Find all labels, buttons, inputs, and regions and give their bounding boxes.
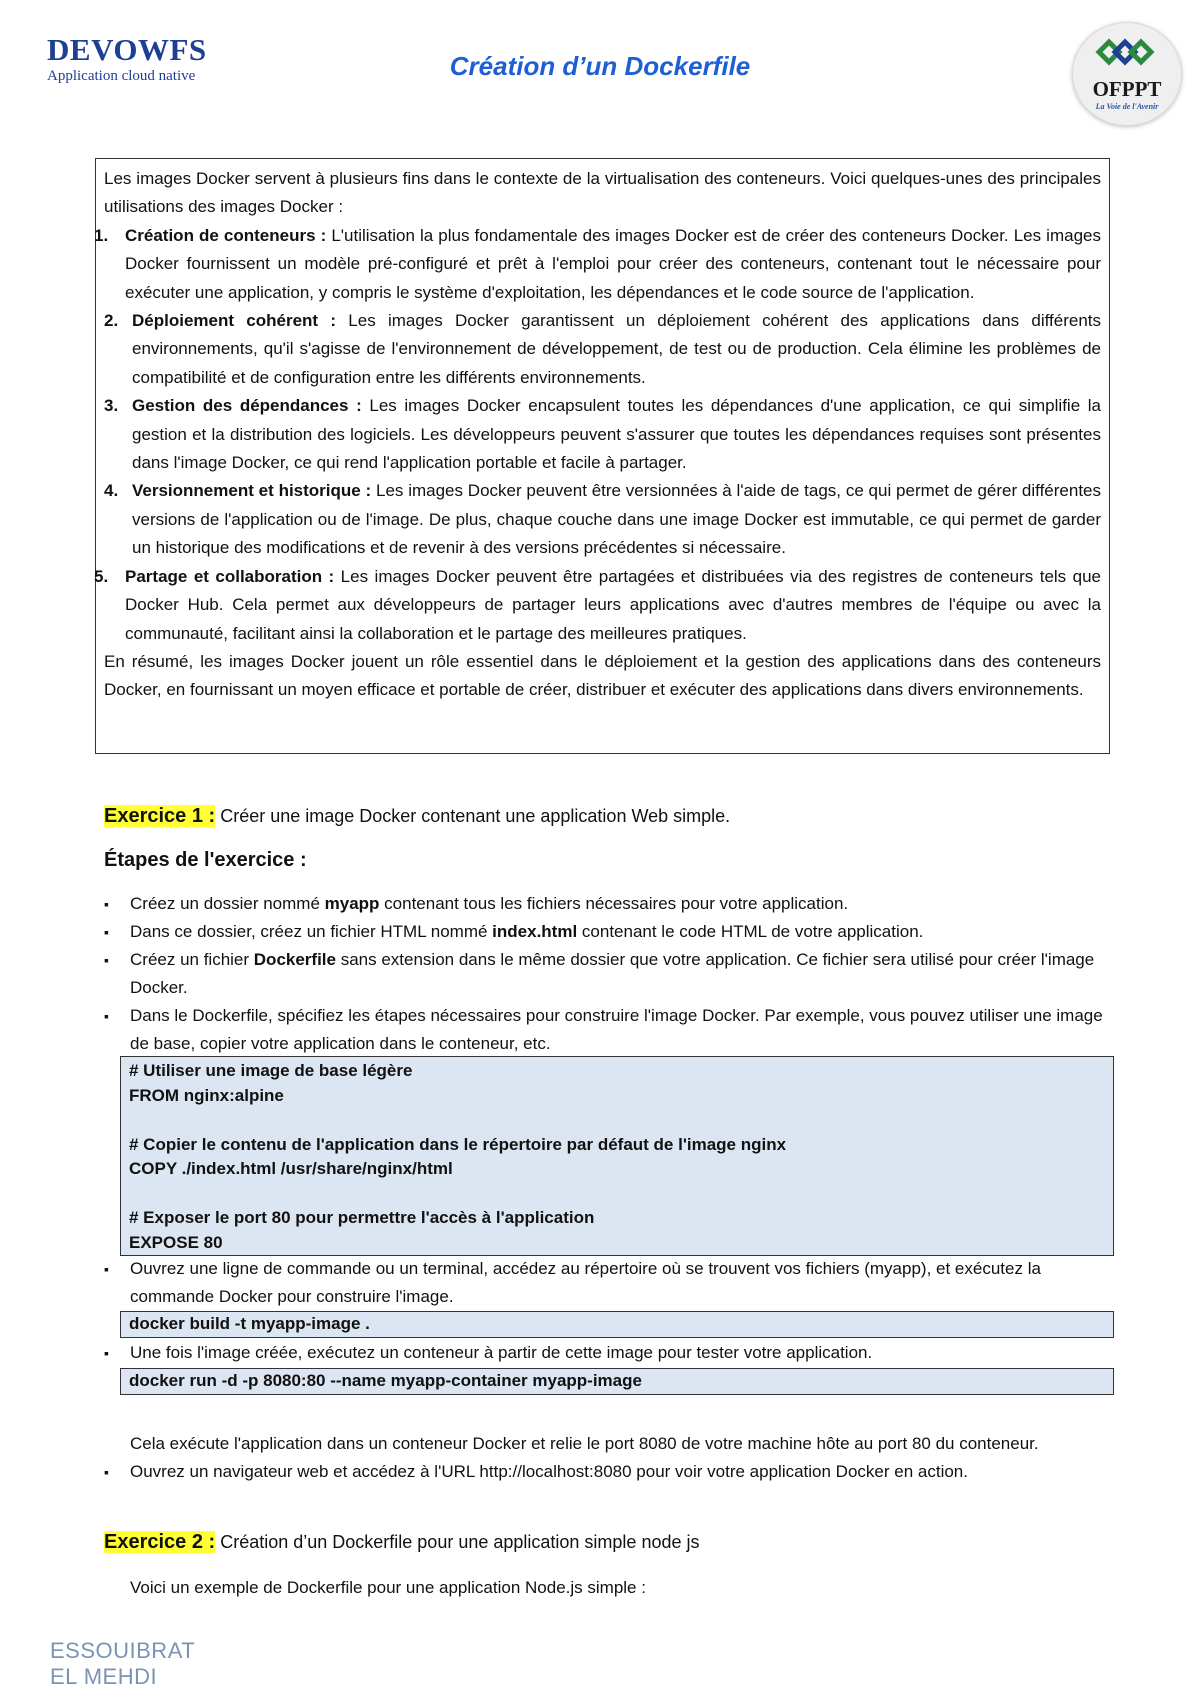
step-bold: index.html xyxy=(492,922,578,941)
code-line: EXPOSE 80 xyxy=(129,1232,223,1252)
item-text: Les images Docker garantissent un déploiement cohérent des applications dans différents environnements, qu'il s'agisse de l'environnement de développement, de test ou de production. Cela élimine les problèmes de compatibilité et de configuration entre les différents environnements. xyxy=(132,311,1102,387)
list-item: ▪ Une fois l'image créée, exécutez un conteneur à partir de cette image pour tester votre application. xyxy=(104,1339,1114,1367)
exercise-1-heading xyxy=(104,805,730,828)
steps-title: Étapes de l'exercice : xyxy=(104,849,307,871)
code-line: docker build -t myapp-image . xyxy=(129,1314,370,1333)
list-item xyxy=(104,307,1101,392)
list-item xyxy=(104,477,1101,562)
build-command-block xyxy=(120,1311,1114,1338)
brand-subtitle: Application cloud native xyxy=(47,68,196,84)
ofppt-logo xyxy=(1072,22,1182,126)
list-item xyxy=(104,918,1114,946)
brand-name: DEVOWFS xyxy=(47,32,207,67)
steps-list-4 xyxy=(104,1458,1114,1486)
item-number: 3. xyxy=(104,396,119,416)
list-item xyxy=(94,222,1101,307)
exercise-2-intro: Voici un exemple de Dockerfile pour une application Node.js simple : xyxy=(130,1578,646,1597)
item-number: 4. xyxy=(104,481,119,501)
step-text: Créez un dossier nommé xyxy=(130,894,325,913)
exercise-1-label: Exercice 1 : xyxy=(104,805,216,827)
list-item xyxy=(94,563,1101,648)
code-line: FROM nginx:alpine xyxy=(129,1085,284,1105)
list-item: ▪ Ouvrez un navigateur web et accédez à l'URL http://localhost:8080 pour voir votre application Docker en action. xyxy=(104,1458,1114,1486)
author-line: EL MEHDI xyxy=(50,1664,158,1689)
list-item: ▪ Dans le Dockerfile, spécifiez les étapes nécessaires pour construire l'image Docker. Par exemple, vous pouvez utiliser une image de base, copier votre application dans le conteneur, etc. xyxy=(104,1002,1114,1058)
list-item: ▪ Ouvrez une ligne de commande ou un terminal, accédez au répertoire où se trouvent vos fichiers (myapp), et exécutez la commande Docker pour construire l'image. xyxy=(104,1255,1114,1311)
intro-opening: Les images Docker servent à plusieurs fins dans le contexte de la virtualisation des conteneurs. Voici quelques-unes des principales utilisations des images Docker : xyxy=(104,169,1101,217)
logo-tagline: La Voie de l'Avenir xyxy=(1095,102,1159,111)
item-text: Les images Docker encapsulent toutes les dépendances d'une application, ce qui simplifie la gestion et la distribution des logiciels. Les développeurs peuvent s'assurer que toutes les dépendances requises sont présentes dans l'image Docker, ce qui rend l'application portable et facile à partager. xyxy=(132,396,1101,473)
exercise-2-label: Exercice 2 : xyxy=(104,1531,216,1553)
step-text: contenant tous les fichiers nécessaires pour votre application. xyxy=(379,894,849,913)
code-line: # Utiliser une image de base légère xyxy=(129,1061,413,1080)
item-body xyxy=(124,307,1101,392)
step-text: Créez un fichier xyxy=(130,950,254,969)
ofppt-emblem-icon xyxy=(1095,31,1159,73)
intro-box xyxy=(95,158,1110,754)
code-line: # Copier le contenu de l'application dans le répertoire par défaut de l'image nginx xyxy=(129,1134,787,1154)
exercise-2-text: Création d’un Dockerfile pour une application simple node js xyxy=(215,1532,700,1552)
item-text: Les images Docker peuvent être partagées et distribuées via des registres de conteneurs tels que Docker Hub. Cela permet aux développeurs de partager leurs applications avec d'autres membres de l'équipe ou avec la communauté, facilitant ainsi la collaboration et le partage des meilleures pratiques. xyxy=(125,566,1101,643)
code-line: # Exposer le port 80 pour permettre l'accès à l'application xyxy=(129,1208,595,1227)
step-text: sans extension dans le même dossier que votre application. Ce fichier sera utilisé pour créer l'image Docker. xyxy=(130,950,1095,997)
list-item xyxy=(104,890,1114,918)
item-text: L'utilisation la plus fondamentale des images Docker est de créer des conteneurs Docker. Les images Docker fournissent un modèle pré-configuré et prêt à l'emploi pour créer des conteneurs, contenant tout le nécessaire pour exécuter une application, y compris le système d'exploitation, les dépendances et le code source de l'application. xyxy=(125,225,1101,302)
logo-name: OFPPT xyxy=(1092,77,1162,101)
step-text: Dans ce dossier, créez un fichier HTML nommé xyxy=(130,922,493,941)
item-number: 1. xyxy=(94,225,109,245)
list-item xyxy=(104,946,1114,1002)
step-bold: myapp xyxy=(324,894,380,913)
item-body xyxy=(124,392,1101,477)
item-title: Gestion des dépendances : xyxy=(132,396,362,416)
steps-list-3 xyxy=(104,1339,1114,1367)
step-text: contenant le code HTML de votre application. xyxy=(577,922,924,941)
item-title: Création de conteneurs : xyxy=(125,225,327,245)
author-line: ESSOUIBRAT xyxy=(50,1638,196,1663)
item-number: 2. xyxy=(104,311,119,331)
steps-list-2 xyxy=(104,1255,1114,1311)
item-text: Les images Docker peuvent être versionnées à l'aide de tags, ce qui permet de gérer différentes versions de l'application ou de l'image. De plus, chaque couche dans une image Docker est immutable, ce qui permet de garder un historique des modifications et de revenir à des versions précédentes si nécessaire. xyxy=(132,481,1101,558)
item-body xyxy=(124,477,1101,562)
uses-list xyxy=(94,222,1102,648)
page-title: Création d’un Dockerfile xyxy=(449,51,751,81)
step-bold: Dockerfile xyxy=(253,950,336,969)
author-signature xyxy=(50,1638,195,1690)
run-command-block xyxy=(120,1368,1114,1395)
item-title: Versionnement et historique : xyxy=(132,481,372,501)
run-note: Cela exécute l'application dans un conteneur Docker et relie le port 8080 de votre machine hôte au port 80 du conteneur. xyxy=(130,1434,1039,1453)
item-number: 5. xyxy=(94,566,109,586)
code-line xyxy=(129,1108,1105,1133)
item-title: Partage et collaboration : xyxy=(125,566,335,586)
dockerfile-code-block xyxy=(120,1056,1114,1256)
exercise-2-heading xyxy=(104,1531,699,1554)
exercise-1-text: Créer une image Docker contenant une application Web simple. xyxy=(215,806,731,826)
code-line: COPY ./index.html /usr/share/nginx/html xyxy=(129,1159,453,1178)
code-line: docker run -d -p 8080:80 --name myapp-container myapp-image xyxy=(129,1371,642,1390)
steps-list xyxy=(104,890,1114,1058)
code-line xyxy=(129,1182,1105,1207)
list-item xyxy=(104,392,1101,477)
item-title: Déploiement cohérent : xyxy=(132,311,337,331)
intro-summary: En résumé, les images Docker jouent un rôle essentiel dans le déploiement et la gestion des applications dans des conteneurs Docker, en fournissant un moyen efficace et portable de créer, distribuer et exécuter des applications dans divers environnements. xyxy=(104,651,1101,700)
